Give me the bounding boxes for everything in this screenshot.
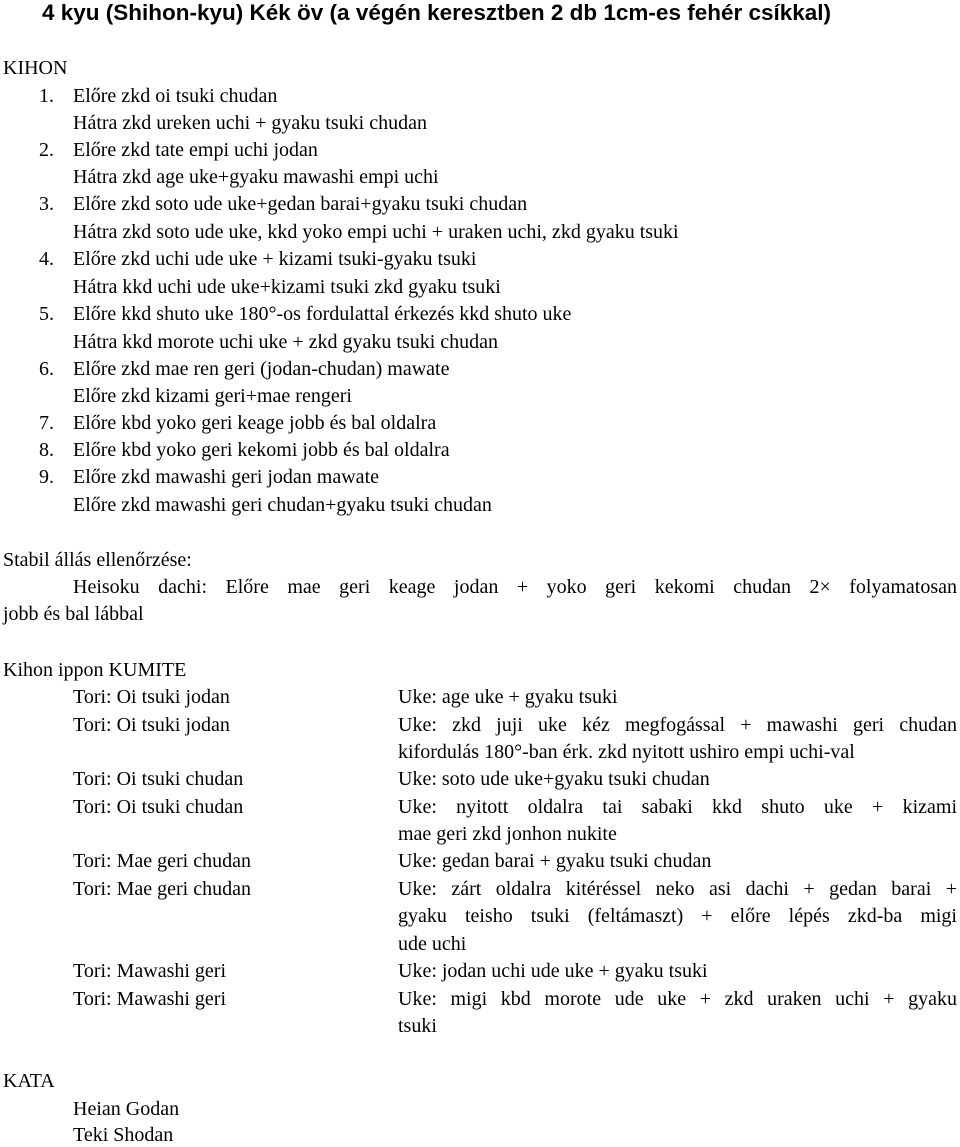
uke-response: Uke: jodan uchi ude uke + gyaku tsuki [398,960,708,982]
kihon-item-subline: Előre zkd mawashi geri chudan+gyaku tsuki chudan [73,494,492,516]
kihon-item-text: Előre kkd shuto uke 180°-os fordulattal érkezés kkd shuto uke [73,303,572,325]
tori-attack: Tori: Oi tsuki jodan [73,686,230,708]
kihon-item-subline: Hátra zkd age uke+gyaku mawashi empi uchi [73,166,439,188]
kihon-item-number: 2. [39,139,54,161]
kihon-item-number: 5. [39,303,54,325]
tori-attack: Tori: Mae geri chudan [73,878,251,900]
kihon-item [39,465,379,489]
tori-attack: Tori: Oi tsuki jodan [73,714,230,736]
kihon-item-number: 7. [39,412,54,434]
uke-response: Uke: nyitott oldalra tai sabaki kkd shuto uke + kizami [398,796,957,818]
kata-item: Teki Shodan [73,1124,174,1146]
uke-response: Uke: age uke + gyaku tsuki [398,686,618,708]
page-title: 4 kyu (Shihon-kyu) Kék öv (a végén keresztben 2 db 1cm-es fehér csíkkal) [42,0,832,25]
kihon-item-subline: Hátra zkd ureken uchi + gyaku tsuki chudan [73,112,427,134]
kata-heading: KATA [3,1070,55,1092]
kihon-item-text: Előre zkd tate empi uchi jodan [73,139,318,161]
stabil-heading: Stabil állás ellenőrzése: [3,549,192,571]
uke-response-continued: ude uchi [398,933,467,955]
uke-response: Uke: migi kbd morote ude uke + zkd uraken uchi + gyaku [398,988,957,1010]
tori-attack: Tori: Oi tsuki chudan [73,796,244,818]
uke-response-continued: tsuki [398,1015,437,1037]
kihon-item-subline: Hátra zkd soto ude uke, kkd yoko empi uchi + uraken uchi, zkd gyaku tsuki [73,221,679,243]
kihon-item [39,192,527,216]
uke-response: Uke: zárt oldalra kitéréssel neko asi dachi + gedan barai + [398,878,957,900]
kihon-item-subline: Előre zkd kizami geri+mae rengeri [73,385,352,407]
kihon-heading: KIHON [3,57,68,79]
tori-attack: Tori: Oi tsuki chudan [73,768,244,790]
kihon-item-text: Előre zkd uchi ude uke + kizami tsuki-gyaku tsuki [73,248,477,270]
kihon-item-subline: Hátra kkd morote uchi uke + zkd gyaku tsuki chudan [73,331,499,353]
kihon-item-text: Előre zkd oi tsuki chudan [73,85,278,107]
kihon-item-number: 4. [39,248,54,270]
uke-response-continued: mae geri zkd jonhon nukite [398,823,617,845]
kihon-item-text: Előre kbd yoko geri kekomi jobb és bal oldalra [73,439,450,461]
uke-response: Uke: zkd juji uke kéz megfogással + mawashi geri chudan [398,714,957,736]
uke-response: Uke: gedan barai + gyaku tsuki chudan [398,850,712,872]
kihon-item [39,247,476,271]
kata-item: Heian Godan [73,1098,180,1120]
stabil-line-continued: jobb és bal lábbal [3,603,144,625]
tori-attack: Tori: Mawashi geri [73,960,227,982]
kumite-heading: Kihon ippon KUMITE [3,659,187,681]
kihon-item-number: 9. [39,466,54,488]
kihon-item [39,357,449,381]
kihon-item [39,84,277,108]
kihon-item [39,302,571,326]
kihon-item-number: 3. [39,193,54,215]
stabil-line: Heisoku dachi: Előre mae geri keage jodan + yoko geri kekomi chudan 2× folyamatosan [73,576,957,598]
kihon-item [39,438,450,462]
kihon-item-text: Előre zkd mawashi geri jodan mawate [73,466,379,488]
kihon-item [39,138,318,162]
kihon-item-text: Előre kbd yoko geri keage jobb és bal oldalra [73,412,437,434]
kihon-item-number: 8. [39,439,54,461]
kihon-item [39,411,436,435]
uke-response-continued: gyaku teisho tsuki (feltámaszt) + előre lépés zkd-ba migi [398,905,957,927]
kihon-item-text: Előre zkd mae ren geri (jodan-chudan) mawate [73,358,450,380]
uke-response: Uke: soto ude uke+gyaku tsuki chudan [398,768,710,790]
kihon-item-number: 6. [39,358,54,380]
uke-response-continued: kifordulás 180°-ban érk. zkd nyitott ushiro empi uchi-val [398,741,855,763]
tori-attack: Tori: Mawashi geri [73,988,227,1010]
tori-attack: Tori: Mae geri chudan [73,850,251,872]
kihon-item-text: Előre zkd soto ude uke+gedan barai+gyaku tsuki chudan [73,193,528,215]
kihon-item-subline: Hátra kkd uchi ude uke+kizami tsuki zkd gyaku tsuki [73,276,501,298]
kihon-item-number: 1. [39,85,54,107]
